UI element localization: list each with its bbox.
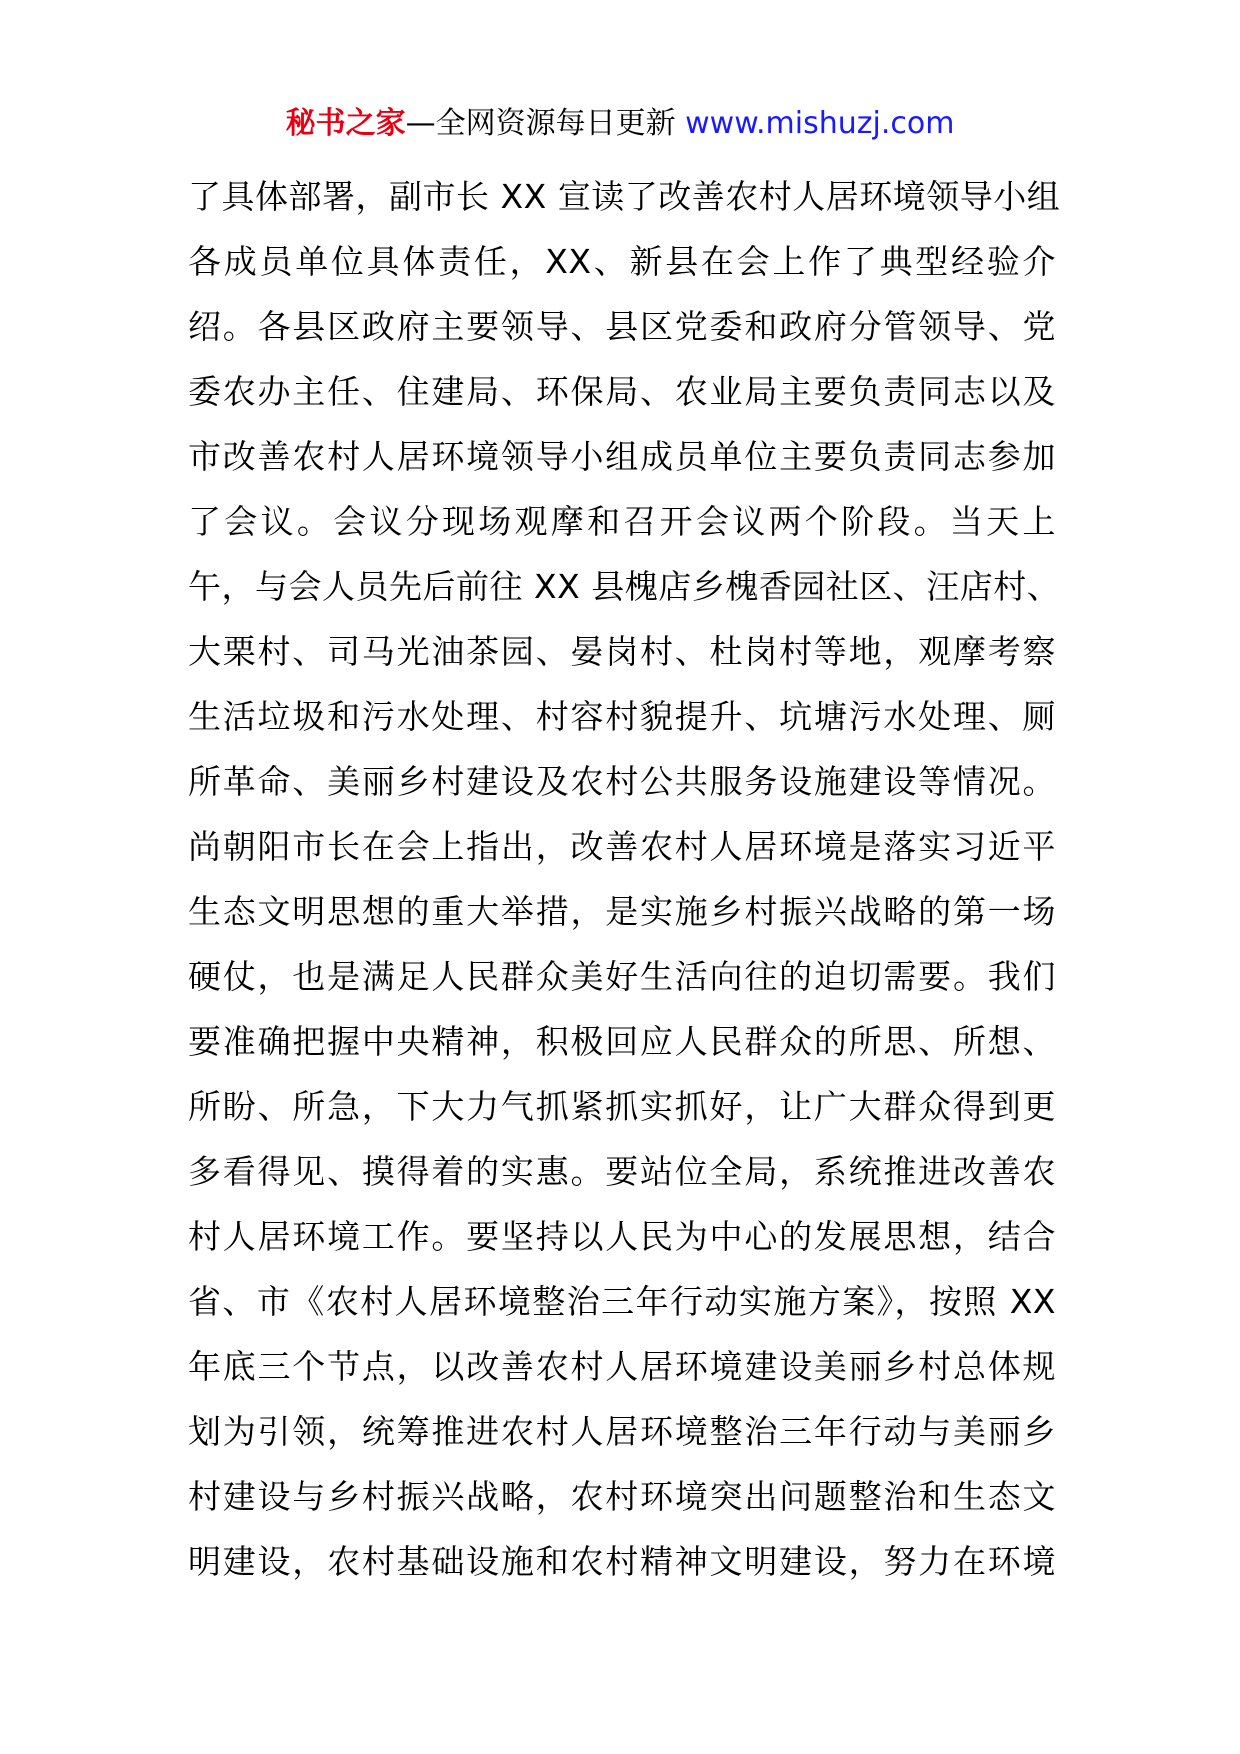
text-line: 所盼、所急，下大力气抓紧抓实抓好，让广大群众得到更 bbox=[188, 1087, 1056, 1126]
text-line: 要准确把握中央精神，积极回应人民群众的所思、所想、 bbox=[188, 1022, 1056, 1061]
text-line: 生态文明思想的重大举措，是实施乡村振兴战略的第一场 bbox=[188, 892, 1056, 931]
text-line: 绍。各县区政府主要领导、县区党委和政府分管领导、党 bbox=[188, 307, 1056, 346]
text-line: 村建设与乡村振兴战略，农村环境突出问题整治和生态文 bbox=[188, 1477, 1056, 1516]
text-line: 年底三个节点，以改善农村人居环境建设美丽乡村总体规 bbox=[188, 1347, 1056, 1386]
site-url-link[interactable]: www.mishuzj.com bbox=[685, 106, 955, 141]
text-line: 划为引领，统筹推进农村人居环境整治三年行动与美丽乡 bbox=[188, 1412, 1056, 1451]
text-line: 了具体部署，副市长 XX 宣读了改善农村人居环境领导小组 bbox=[188, 177, 1061, 216]
site-header bbox=[0, 102, 1240, 146]
text-line: 了会议。会议分现场观摩和召开会议两个阶段。当天上 bbox=[188, 502, 1056, 541]
text-line: 各成员单位具体责任，XX、新县在会上作了典型经验介 bbox=[188, 242, 1056, 281]
text-line: 硬仗，也是满足人民群众美好生活向往的迫切需要。我们 bbox=[188, 957, 1056, 996]
text-line: 委农办主任、住建局、环保局、农业局主要负责同志以及 bbox=[188, 372, 1056, 411]
site-tagline: —全网资源每日更新 bbox=[405, 106, 686, 141]
text-line: 市改善农村人居环境领导小组成员单位主要负责同志参加 bbox=[188, 437, 1056, 476]
text-line: 所革命、美丽乡村建设及农村公共服务设施建设等情况。 bbox=[188, 762, 1056, 801]
text-line: 午，与会人员先后前往 XX 县槐店乡槐香园社区、汪店村、 bbox=[188, 567, 1061, 606]
text-line: 多看得见、摸得着的实惠。要站位全局，系统推进改善农 bbox=[188, 1152, 1056, 1191]
text-line: 生活垃圾和污水处理、村容村貌提升、坑塘污水处理、厕 bbox=[188, 697, 1056, 736]
text-line: 省、市《农村人居环境整治三年行动实施方案》，按照 XX bbox=[188, 1282, 1056, 1321]
text-line: 大栗村、司马光油茶园、晏岗村、杜岗村等地，观摩考察 bbox=[188, 632, 1056, 671]
site-brand: 秘书之家 bbox=[285, 106, 406, 141]
text-line: 明建设，农村基础设施和农村精神文明建设，努力在环境 bbox=[188, 1542, 1056, 1581]
document-body bbox=[188, 164, 1061, 1594]
text-line: 村人居环境工作。要坚持以人民为中心的发展思想，结合 bbox=[188, 1217, 1056, 1256]
text-line: 尚朝阳市长在会上指出，改善农村人居环境是落实习近平 bbox=[188, 827, 1056, 866]
